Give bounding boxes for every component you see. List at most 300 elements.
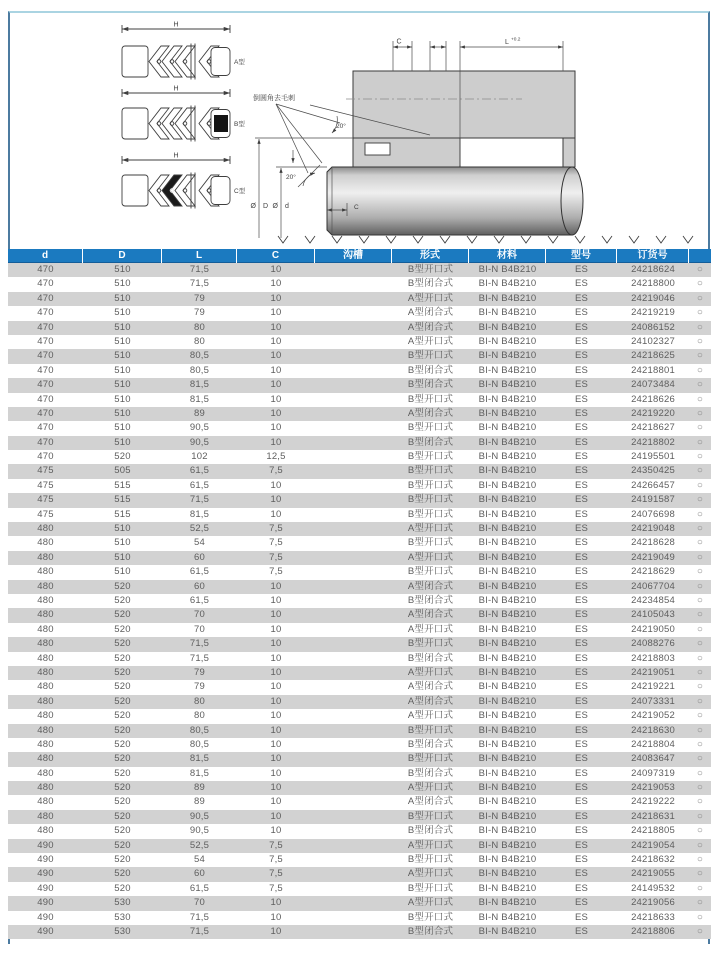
cell-order-no: 24218630 [631,724,675,736]
cell-groove [315,867,392,881]
cell-groove [315,479,392,493]
stack-type-c [122,156,230,209]
cell-type: A型闭合式 [407,609,454,621]
table-row [8,450,711,464]
table-row [8,867,711,881]
table-row [8,364,711,378]
availability-circle-icon: ○ [696,465,704,477]
cell-D: 510 [114,264,131,275]
table-row [8,464,711,478]
availability-circle-icon: ○ [696,638,704,650]
cell-L: 80 [194,695,205,707]
cell-model: ES [574,882,589,894]
cell-d: 480 [37,782,54,794]
cell-type: A型开口式 [407,897,454,909]
cell-D: 510 [114,307,131,319]
cell-type: B型闭合式 [407,379,454,391]
type-b-label: B型 [234,121,245,128]
cell-D: 520 [114,695,131,707]
availability-circle-icon: ○ [696,623,704,635]
cell-L: 52,5 [189,839,210,851]
col-header-C: C [237,249,315,263]
cell-model: ES [574,810,589,822]
cell-material: BI-N B4B210 [478,897,537,909]
cell-d: 480 [37,638,54,650]
cell-type: B型闭合式 [407,738,454,750]
cell-material: BI-N B4B210 [478,335,537,347]
table-row [8,925,711,939]
cell-model: ES [574,738,589,750]
cell-type: A型开口式 [407,782,454,794]
cell-L: 70 [194,897,205,909]
angle-arc-bottom [303,173,315,186]
cell-L: 89 [194,407,205,419]
cell-D: 520 [114,638,131,650]
cell-C: 10 [270,796,282,808]
cell-type: B型开口式 [407,465,454,477]
cell-d: 480 [37,695,54,707]
cell-L: 80 [194,710,205,722]
cell-type: B型闭合式 [407,925,454,937]
cell-L: 80,5 [189,738,210,750]
housing-groove-notch [365,143,390,155]
cell-material: BI-N B4B210 [478,623,537,635]
cell-d: 480 [37,594,54,606]
cell-material: BI-N B4B210 [478,465,537,477]
cell-L: 80 [194,321,205,333]
cell-model: ES [574,465,589,477]
cell-model: ES [574,451,589,463]
cell-d: 470 [37,451,54,463]
cell-material: BI-N B4B210 [478,911,537,923]
angle-bottom-label: 20° [286,174,296,181]
cell-model: ES [574,364,589,376]
cell-order-no: 24218633 [631,911,675,923]
cell-L: 80 [194,335,205,347]
col-header-d: d [8,249,83,263]
cell-order-no: 24218626 [631,393,675,405]
c-dim-bottom-label: C [354,204,359,211]
cell-material: BI-N B4B210 [478,508,537,520]
cell-model: ES [574,321,589,333]
cell-D: 520 [114,652,131,664]
cell-groove [315,695,392,709]
cell-D: 520 [114,753,131,765]
cell-order-no: 24266457 [631,479,675,491]
table-row [8,810,711,824]
cell-C: 10 [270,364,282,376]
cell-D: 520 [114,666,131,678]
cell-d: 480 [37,796,54,808]
cell-L: 61,5 [189,566,210,578]
cell-type: B型闭合式 [407,652,454,664]
cell-L: 52,5 [189,523,210,535]
cell-model: ES [574,494,589,506]
cell-L: 102 [191,451,208,463]
availability-circle-icon: ○ [696,494,704,506]
cell-groove [315,306,392,320]
cell-type: B型开口式 [407,638,454,650]
cell-type: B型开口式 [407,422,454,434]
cell-L: 80,5 [189,724,210,736]
cell-material: BI-N B4B210 [478,724,537,736]
cell-D: 510 [114,321,131,333]
size-table [8,249,711,939]
cell-d: 470 [37,335,54,347]
availability-circle-icon: ○ [696,350,704,362]
cell-order-no: 24219220 [631,407,675,419]
availability-circle-icon: ○ [696,710,704,722]
availability-circle-icon: ○ [696,594,704,606]
cell-order-no: 24218800 [631,278,675,290]
cell-L: 90,5 [189,810,210,822]
cell-C: 10 [270,350,282,362]
cell-model: ES [574,307,589,319]
availability-circle-icon: ○ [696,422,704,434]
cell-D: 520 [114,724,131,736]
cell-type: B型开口式 [407,264,454,275]
cell-L: 61,5 [189,594,210,606]
cell-D: 520 [114,854,131,866]
col-header-type: 形式 [392,249,469,263]
cell-type: B型开口式 [407,854,454,866]
cell-C: 10 [270,767,282,779]
cell-D: 510 [114,335,131,347]
cell-order-no: 24219053 [631,782,675,794]
table-row [8,407,711,421]
cell-D: 530 [114,925,131,937]
cell-D: 520 [114,796,131,808]
table-row [8,824,711,838]
cell-C: 10 [270,681,282,693]
cell-model: ES [574,623,589,635]
cell-material: BI-N B4B210 [478,422,537,434]
table-row [8,292,711,306]
cell-type: B型开口式 [407,911,454,923]
table-row [8,795,711,809]
cell-C: 10 [270,494,282,506]
col-header-model: 型号 [546,249,617,263]
cell-d: 490 [37,854,54,866]
dia-D-symbol: Ø [250,203,256,210]
technical-drawing [10,13,710,249]
cell-order-no: 24218806 [631,925,675,937]
cell-order-no: 24218802 [631,436,675,448]
cell-material: BI-N B4B210 [478,350,537,362]
cell-groove [315,752,392,766]
cell-model: ES [574,609,589,621]
dia-d-symbol: Ø [272,203,278,210]
cell-order-no: 24088276 [631,638,675,650]
cell-D: 505 [114,465,131,477]
cell-order-no: 24218805 [631,825,675,837]
cell-material: BI-N B4B210 [478,494,537,506]
cell-order-no: 24073484 [631,379,675,391]
availability-circle-icon: ○ [696,436,704,448]
cell-d: 470 [37,422,54,434]
cell-groove [315,680,392,694]
cell-d: 475 [37,494,54,506]
availability-circle-icon: ○ [696,523,704,535]
table-row [8,349,711,363]
cell-model: ES [574,278,589,290]
cell-L: 60 [194,551,205,563]
cell-C: 10 [270,321,282,333]
cell-order-no: 24218624 [631,264,675,275]
cell-groove [315,321,392,335]
cell-C: 12,5 [266,451,286,463]
cell-material: BI-N B4B210 [478,537,537,549]
cell-d: 470 [37,292,54,304]
cell-order-no: 24105043 [631,609,675,621]
cell-material: BI-N B4B210 [478,264,537,275]
cell-D: 520 [114,681,131,693]
cell-order-no: 24195501 [631,451,675,463]
cell-L: 60 [194,868,205,880]
cell-L: 79 [194,681,205,693]
cell-L: 70 [194,609,205,621]
cell-d: 490 [37,897,54,909]
table-row [8,680,711,694]
cell-C: 7,5 [269,537,283,549]
cell-material: BI-N B4B210 [478,379,537,391]
availability-circle-icon: ○ [696,782,704,794]
cell-D: 515 [114,494,131,506]
cell-d: 480 [37,666,54,678]
col-header-D: D [83,249,162,263]
availability-circle-icon: ○ [696,652,704,664]
cell-model: ES [574,523,589,535]
cell-D: 520 [114,580,131,592]
cell-type: A型开口式 [407,292,454,304]
cell-order-no: 24219221 [631,681,675,693]
cell-material: BI-N B4B210 [478,652,537,664]
cell-D: 520 [114,882,131,894]
cell-L: 90,5 [189,436,210,448]
cell-L: 80,5 [189,350,210,362]
availability-circle-icon: ○ [696,307,704,319]
cell-order-no: 24219054 [631,839,675,851]
table-row [8,652,711,666]
cell-L: 61,5 [189,479,210,491]
availability-circle-icon: ○ [696,681,704,693]
cell-type: B型开口式 [407,810,454,822]
cell-L: 61,5 [189,882,210,894]
cell-D: 510 [114,551,131,563]
cell-L: 79 [194,666,205,678]
cell-model: ES [574,508,589,520]
cell-type: B型开口式 [407,537,454,549]
availability-circle-icon: ○ [696,335,704,347]
availability-circle-icon: ○ [696,738,704,750]
cell-type: A型开口式 [407,551,454,563]
cell-order-no: 24073331 [631,695,675,707]
cell-D: 510 [114,566,131,578]
cell-d: 475 [37,479,54,491]
cell-L: 71,5 [189,278,210,290]
seal-stack-figures [122,25,230,209]
table-row [8,911,711,925]
stack-b-black-block [214,115,228,132]
cell-material: BI-N B4B210 [478,767,537,779]
cell-order-no: 24083647 [631,753,675,765]
cell-D: 520 [114,868,131,880]
col-header-groove: 沟槽 [315,249,392,263]
cell-groove [315,551,392,565]
cell-material: BI-N B4B210 [478,925,537,937]
cell-order-no: 24086152 [631,321,675,333]
cell-D: 520 [114,810,131,822]
availability-circle-icon: ○ [696,825,704,837]
cell-type: A型开口式 [407,623,454,635]
cell-C: 10 [270,292,282,304]
cell-model: ES [574,825,589,837]
cell-order-no: 24102327 [631,335,675,347]
cell-material: BI-N B4B210 [478,854,537,866]
cell-groove [315,709,392,723]
cell-d: 470 [37,407,54,419]
cell-D: 510 [114,393,131,405]
cell-D: 530 [114,911,131,923]
cell-material: BI-N B4B210 [478,681,537,693]
cell-D: 520 [114,710,131,722]
cell-type: B型闭合式 [407,594,454,606]
availability-circle-icon: ○ [696,379,704,391]
availability-circle-icon: ○ [696,868,704,880]
availability-circle-icon: ○ [696,911,704,923]
availability-circle-icon: ○ [696,810,704,822]
table-row [8,594,711,608]
cell-order-no: 24234854 [631,594,675,606]
cell-L: 71,5 [189,911,210,923]
table-row [8,306,711,320]
cell-groove [315,637,392,651]
cell-order-no: 24219222 [631,796,675,808]
cell-material: BI-N B4B210 [478,566,537,578]
cell-C: 10 [270,825,282,837]
cell-material: BI-N B4B210 [478,609,537,621]
cell-order-no: 24218628 [631,537,675,549]
cell-order-no: 24218631 [631,810,675,822]
availability-circle-icon: ○ [696,264,704,275]
cell-d: 490 [37,839,54,851]
cell-D: 520 [114,782,131,794]
availability-circle-icon: ○ [696,854,704,866]
l-dim-label: L [505,39,509,46]
cell-d: 480 [37,810,54,822]
cell-C: 10 [270,652,282,664]
cell-groove [315,464,392,478]
cell-d: 480 [37,724,54,736]
cell-D: 520 [114,767,131,779]
cell-groove [315,349,392,363]
cell-L: 60 [194,580,205,592]
cell-type: B型开口式 [407,451,454,463]
cell-d: 470 [37,350,54,362]
cell-model: ES [574,264,589,275]
table-row [8,522,711,536]
cell-D: 520 [114,594,131,606]
availability-circle-icon: ○ [696,278,704,290]
cell-C: 10 [270,738,282,750]
cell-d: 480 [37,710,54,722]
cell-D: 520 [114,623,131,635]
table-row [8,839,711,853]
cell-type: B型开口式 [407,566,454,578]
cell-model: ES [574,666,589,678]
cell-type: A型闭合式 [407,681,454,693]
cell-material: BI-N B4B210 [478,738,537,750]
cell-L: 90,5 [189,422,210,434]
cell-material: BI-N B4B210 [478,364,537,376]
cell-type: A型闭合式 [407,796,454,808]
cell-d: 470 [37,379,54,391]
cell-L: 81,5 [189,379,210,391]
table-row [8,378,711,392]
cell-d: 480 [37,609,54,621]
cell-C: 10 [270,782,282,794]
cell-material: BI-N B4B210 [478,695,537,707]
cell-material: BI-N B4B210 [478,551,537,563]
table-row [8,580,711,594]
cell-d: 470 [37,321,54,333]
cell-material: BI-N B4B210 [478,479,537,491]
cell-D: 510 [114,407,131,419]
availability-circle-icon: ○ [696,796,704,808]
cell-C: 7,5 [269,868,283,880]
availability-circle-icon: ○ [696,321,704,333]
cell-groove [315,594,392,608]
cell-groove [315,925,392,939]
cell-C: 10 [270,479,282,491]
cell-type: B型闭合式 [407,364,454,376]
cell-D: 520 [114,825,131,837]
cell-C: 7,5 [269,465,283,477]
cell-order-no: 24218632 [631,854,675,866]
table-row [8,695,711,709]
availability-circle-icon: ○ [696,407,704,419]
cell-groove [315,393,392,407]
cell-C: 10 [270,710,282,722]
table-row [8,709,711,723]
cell-model: ES [574,393,589,405]
cell-C: 10 [270,666,282,678]
cell-L: 71,5 [189,494,210,506]
cell-D: 510 [114,364,131,376]
cell-model: ES [574,537,589,549]
table-row [8,263,711,277]
table-row [8,436,711,450]
table-row [8,882,711,896]
cell-material: BI-N B4B210 [478,523,537,535]
availability-circle-icon: ○ [696,753,704,765]
cell-L: 81,5 [189,753,210,765]
table-row [8,508,711,522]
cell-order-no: 24218627 [631,422,675,434]
cut-seal-chevrons [278,236,693,243]
cell-order-no: 24219051 [631,666,675,678]
cell-C: 10 [270,278,282,290]
cell-L: 90,5 [189,825,210,837]
cell-D: 510 [114,350,131,362]
cell-D: 510 [114,537,131,549]
cell-material: BI-N B4B210 [478,580,537,592]
cell-model: ES [574,436,589,448]
cell-L: 71,5 [189,638,210,650]
cell-order-no: 24191587 [631,494,675,506]
col-header-order-no: 订货号 [617,249,689,263]
availability-circle-icon: ○ [696,537,704,549]
